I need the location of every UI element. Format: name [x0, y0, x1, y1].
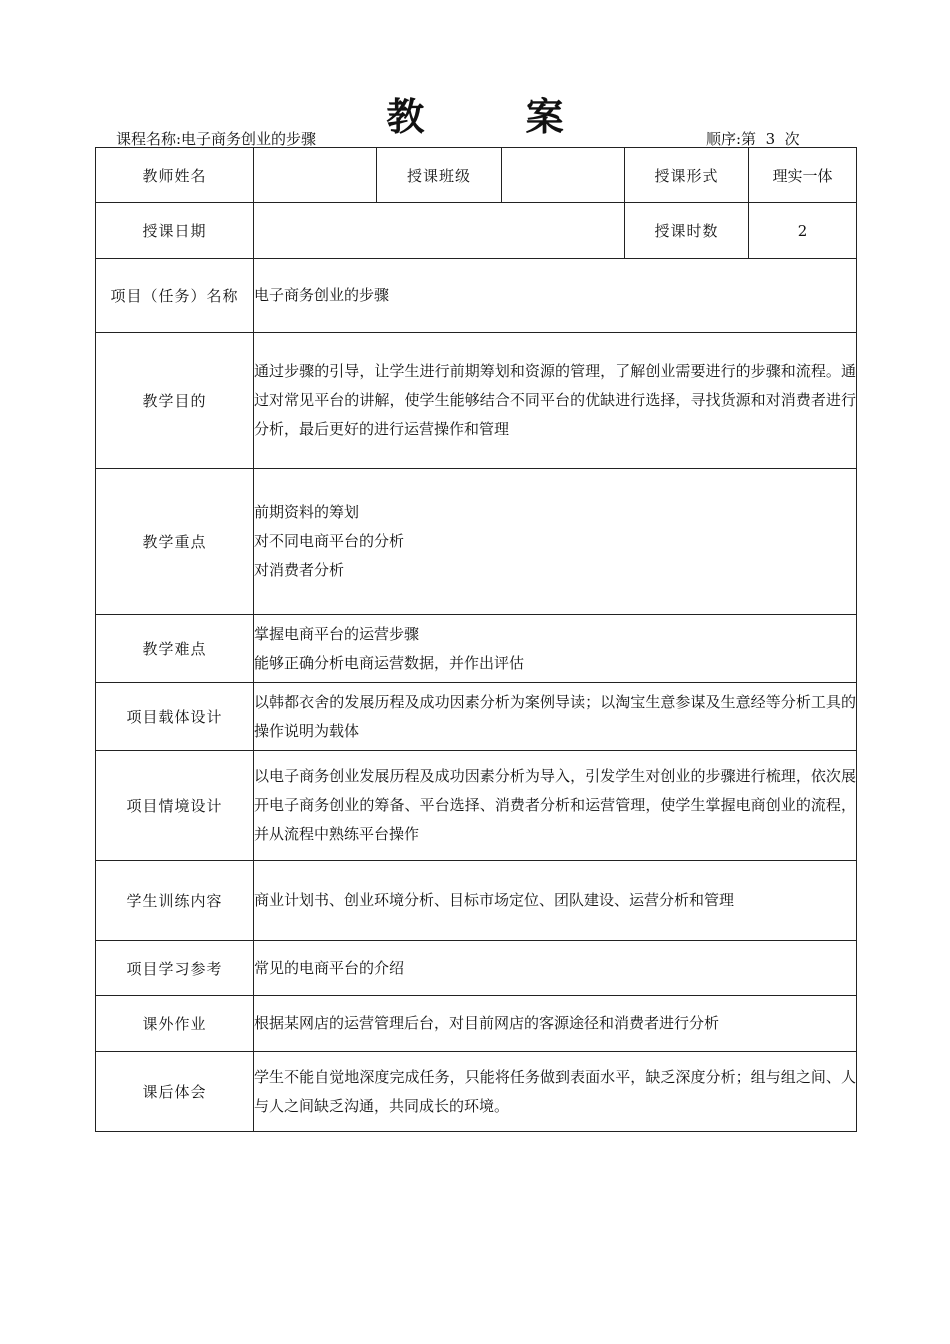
table-row [96, 996, 857, 1052]
class-label: 授课班级 [377, 148, 502, 203]
table-row [96, 333, 857, 469]
content-line: 对不同电商平台的分析 [254, 532, 405, 550]
teaching-goal-content [254, 333, 857, 469]
content-line: 常见的电商平台的介绍 [254, 958, 405, 977]
key-points-content [254, 469, 857, 615]
row-label-carrier-design: 项目载体设计 [96, 683, 254, 751]
table-row [96, 148, 857, 203]
content-line: 以电子商务创业发展历程及成功因素分析为导入，引发学生对创业的步骤进行梳理，依次展开电子商务创业的筹备、平台选择、消费者分析和运营管理，使学生掌握电商创业的流程，并从流程中熟练平台操作 [254, 767, 856, 843]
teacher-name-value [254, 148, 377, 203]
table-row [96, 941, 857, 996]
carrier-design-content [254, 683, 857, 751]
course-name: 课程名称:电子商务创业的步骤 [116, 130, 317, 148]
teaching-date-value [254, 203, 625, 259]
learning-reference-content [254, 941, 857, 996]
content-line: 前期资料的筹划 [254, 503, 360, 521]
teaching-hours-value: 2 [749, 203, 857, 259]
content-line: 通过步骤的引导，让学生进行前期筹划和资源的管理，了解创业需要进行的步骤和流程。通过对常见平台的讲解，使学生能够结合不同平台的优缺进行选择，寻找货源和对消费者进行分析，最后更好的进行运营操作和管理 [254, 362, 856, 438]
table-row [96, 203, 857, 259]
row-label-scenario-design: 项目情境设计 [96, 751, 254, 861]
content-line: 能够正确分析电商运营数据，并作出评估 [254, 653, 525, 672]
lesson-plan-table [95, 147, 857, 1132]
task-name-content [254, 259, 857, 333]
content-line: 学生不能自觉地深度完成任务，只能将任务做到表面水平，缺乏深度分析；组与组之间、人与人之间缺乏沟通，共同成长的环境。 [254, 1067, 856, 1115]
difficulties-content [254, 615, 857, 683]
row-label-task-name: 项目（任务）名称 [96, 259, 254, 333]
content-line: 根据某网店的运营管理后台，对目前网店的客源途径和消费者进行分析 [254, 1014, 720, 1032]
reflection-content [254, 1052, 857, 1132]
teacher-name-label: 教师姓名 [96, 148, 254, 203]
page-title: 教 案 [386, 95, 608, 139]
teaching-date-label: 授课日期 [96, 203, 254, 259]
table-row [96, 469, 857, 615]
row-label-learning-reference: 项目学习参考 [96, 941, 254, 996]
lesson-order: 顺序:第 3 次 [706, 130, 800, 148]
table-row [96, 683, 857, 751]
teaching-form-value: 理实一体 [749, 148, 857, 203]
class-value [502, 148, 625, 203]
teaching-form-label: 授课形式 [625, 148, 749, 203]
content-line: 掌握电商平台的运营步骤 [254, 624, 420, 643]
row-label-homework: 课外作业 [96, 996, 254, 1052]
row-label-teaching-goal: 教学目的 [96, 333, 254, 469]
content-line: 电子商务创业的步骤 [254, 286, 390, 304]
table-row [96, 1052, 857, 1132]
table-row [96, 259, 857, 333]
row-label-difficulties: 教学难点 [96, 615, 254, 683]
table-row [96, 751, 857, 861]
content-line: 以韩都衣舍的发展历程及成功因素分析为案例导读；以淘宝生意参谋及生意经等分析工具的操作说明为载体 [254, 692, 856, 740]
training-content [254, 861, 857, 941]
teaching-hours-label: 授课时数 [625, 203, 749, 259]
row-label-reflection: 课后体会 [96, 1052, 254, 1132]
row-label-key-points: 教学重点 [96, 469, 254, 615]
content-line: 商业计划书、创业环境分析、目标市场定位、团队建设、运营分析和管理 [254, 891, 735, 909]
table-row [96, 615, 857, 683]
scenario-design-content [254, 751, 857, 861]
row-label-training-content: 学生训练内容 [96, 861, 254, 941]
homework-content [254, 996, 857, 1052]
table-row [96, 861, 857, 941]
content-line: 对消费者分析 [254, 561, 345, 579]
